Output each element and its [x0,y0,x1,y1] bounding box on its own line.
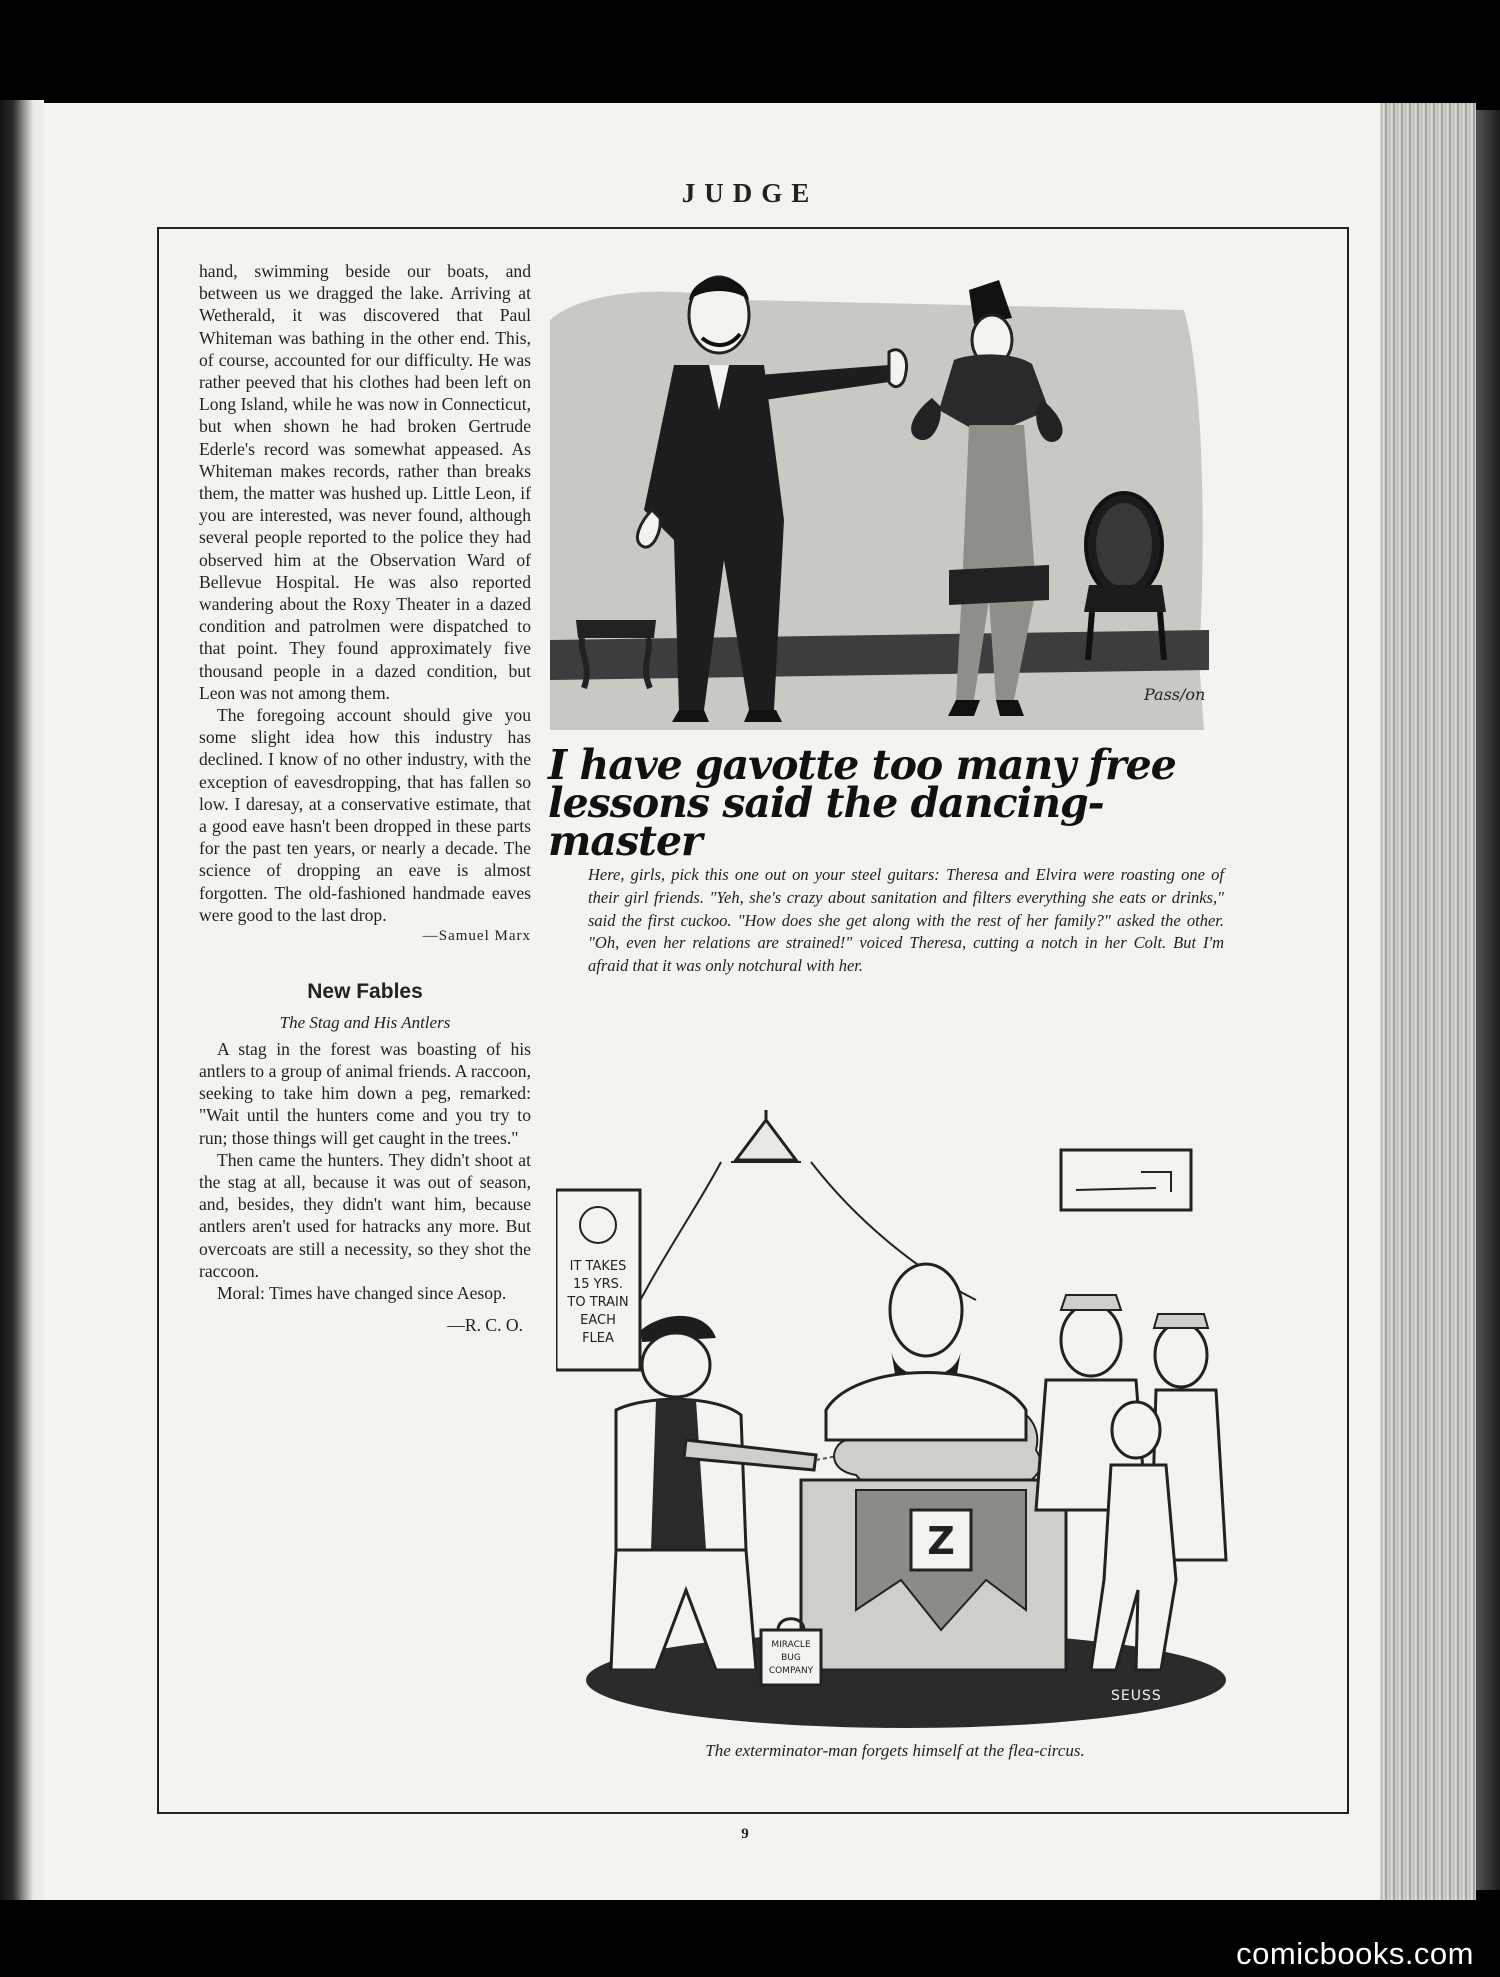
sign-line: IT TAKES [569,1259,627,1274]
bug-company-bag [761,1619,821,1685]
flea-circus-caption: The exterminator-man forgets himself at the flea-circus. [705,1741,1085,1760]
fable-paragraph: A stag in the forest was boasting of his antlers to a group of animal friends. A raccoon, seeking to take him down a peg, remarked: "Wait until the hunters come and you try to run; those things will get caught in the trees." [199,1038,531,1148]
wall-picture [1061,1150,1191,1210]
cartoon-signature: Pass/on [1144,685,1206,704]
joke-paragraph: Here, girls, pick this one out on your steel guitars: Theresa and Elvira were roasting one of their girl friends. "Yeh, she's crazy about sanitation and filters everything she eats or drinks," said the first cuckoo. "How does she get along with the rest of her family?" asked the other. "Oh, even her relations are strained!" voiced Theresa, cutting a notch in her Colt. But I'm afraid that it was only notchural with her. [588,865,1224,976]
bag-line: BUG [781,1653,801,1663]
flea-trainer-figure [826,1264,1026,1440]
circus-table [801,1480,1066,1670]
binding-shadow [1476,110,1500,1890]
article-paragraph: The foregoing account should give you some slight idea how this industry has declined. I know of no other industry, with the exception of eavesdropping, that has fallen so low. I daresay, at a conservative estimate, that a good eave hasn't been dropped in these parts for the past ten years, or nearly a decade. The science of dropping an eave is almost forgotten. The old-fashioned handmade eaves were good to the last drop. [199,705,531,925]
banner-letter: Z [927,1519,955,1563]
sign-line: TO TRAIN [567,1295,629,1310]
fable-paragraph: Then came the hunters. They didn't shoot at the stag at all, because it was out of season, and, besides, they didn't want him, because antlers aren't used for hatracks any more. But overcoats are still a necessity, so they shot the raccoon. [199,1149,531,1281]
fables-subtitle: The Stag and His Antlers [279,1012,451,1032]
dancing-master-cartoon [544,260,1214,740]
left-text-column [199,260,531,1336]
page-stack-edge [1380,103,1476,1900]
caption-line: I have gavotte too many free [548,741,1176,789]
page-number: 9 [741,1826,749,1842]
sign-line: FLEA [582,1331,614,1346]
flea-circus-cartoon [556,1110,1236,1750]
article-paragraph: hand, swimming beside our boats, and between us we dragged the lake. Arriving at Wetherald, it was discovered that Paul Whiteman was bathing in the other end. This, of course, accounted for our difficulty. He was rather peeved that his clothes had been left on Long Island, while he was now in Connecticut, but when shown he had broken Gertrude Ederle's record was somewhat appeased. As Whiteman makes records, rather than breaks them, the matter was hushed up. Little Leon, if you are interested, was never found, although several people reported to the police they had observed him at the Observation Ward of Bellevue Hospital. He was also reported wandering about the Roxy Theater in a dazed condition and patrolmen were dispatched to that point. They found approximately five thousand people in a dazed condition, but Leon was not among them. [199,261,531,703]
sign-line: EACH [580,1313,616,1328]
masthead: JUDGE [681,178,819,208]
dancing-master-caption [548,741,1238,865]
cartoon-signature: SEUSS [1111,1688,1162,1704]
wall-sign [556,1190,640,1370]
fables-title: New Fables [307,980,423,1004]
bag-line: COMPANY [768,1666,814,1676]
site-watermark: comicbooks.com [1236,1936,1474,1971]
fable-byline: —R. C. O. [447,1315,523,1336]
scan-left-edge [0,100,44,1900]
fable-moral: Moral: Times have changed since Aesop. [217,1282,507,1303]
sign-line: 15 YRS. [572,1277,624,1292]
article-byline: —Samuel Marx [422,928,531,945]
bag-line: MIRACLE [771,1640,811,1650]
caption-line: lessons said the dancing-master [548,779,1104,865]
